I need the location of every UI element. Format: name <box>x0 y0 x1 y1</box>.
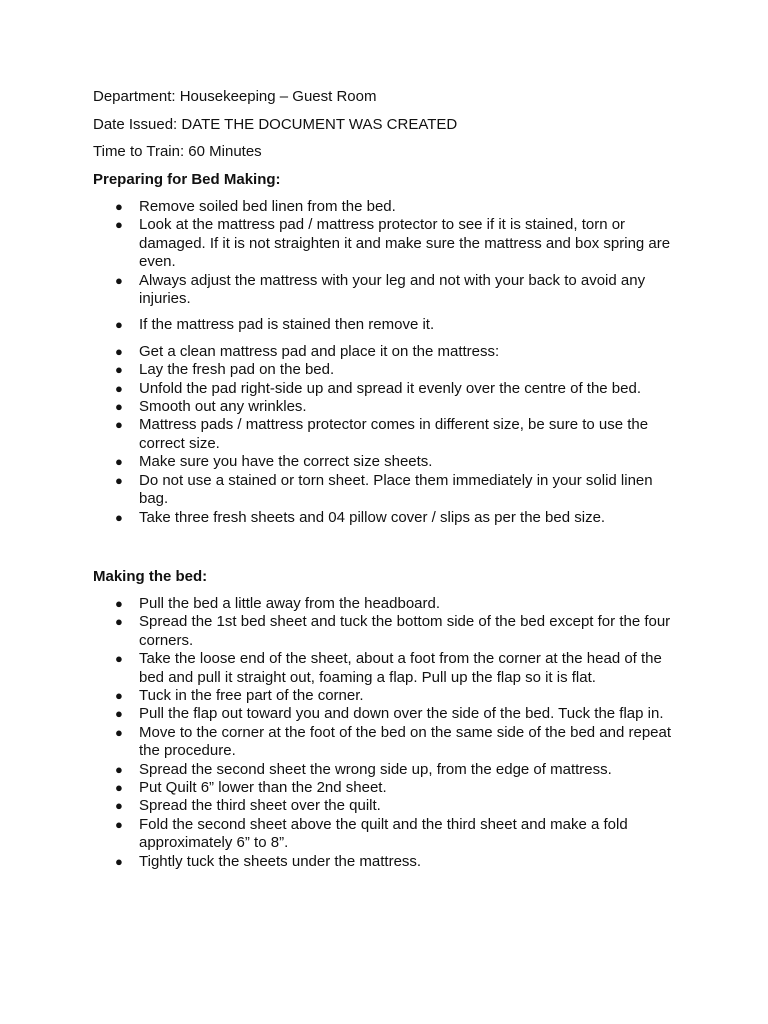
bullet-icon: ● <box>115 724 123 740</box>
list-item: ● Tuck in the free part of the corner. <box>115 687 364 705</box>
list-item: ● Take the loose end of the sheet, about a foot from the corner at the head of the bed and pull it straight out, foaming a flap. Pull up the flap so it is flat. <box>115 650 662 686</box>
time-to-train-line: Time to Train: 60 Minutes <box>93 143 262 160</box>
bullet-icon: ● <box>115 454 123 470</box>
list-item: ● Take three fresh sheets and 04 pillow cover / slips as per the bed size. <box>115 508 606 526</box>
bullet-icon: ● <box>115 417 123 433</box>
making-list <box>0 595 768 871</box>
list-item: ● Mattress pads / mattress protector comes in different size, be sure to use the correct size. <box>115 416 649 452</box>
section-heading-preparing: Preparing for Bed Making: <box>93 171 281 188</box>
list-item: ● Always adjust the mattress with your leg and not with your back to avoid any injuries. <box>115 271 646 308</box>
bullet-icon: ● <box>115 317 123 333</box>
bullet-icon: ● <box>115 798 123 814</box>
list-item: ● Pull the flap out toward you and down over the side of the bed. Tuck the flap in. <box>115 705 664 723</box>
bullet-icon: ● <box>115 853 123 869</box>
bullet-icon: ● <box>115 472 123 488</box>
bullet-icon: ● <box>115 816 123 832</box>
bullet-icon: ● <box>115 362 123 378</box>
list-item: ● Spread the second sheet the wrong side up, from the edge of mattress. <box>115 760 612 778</box>
bullet-icon: ● <box>115 614 123 630</box>
bullet-icon: ● <box>115 651 123 667</box>
list-item: ● Make sure you have the correct size sheets. <box>115 453 433 471</box>
list-item: ● Spread the 1st bed sheet and tuck the bottom side of the bed except for the four corners. <box>115 613 671 649</box>
date-issued-line: Date Issued: DATE THE DOCUMENT WAS CREATED <box>93 116 458 133</box>
list-item: ● Unfold the pad right-side up and spread it evenly over the centre of the bed. <box>115 379 641 397</box>
list-item: ● Look at the mattress pad / mattress protector to see if it is stained, torn or damaged. If it is not straighten it and make sure the mattress and box spring are even. <box>115 216 671 271</box>
list-item: ● Fold the second sheet above the quilt and the third sheet and make a fold approximately 6” to 8”. <box>115 815 628 852</box>
list-item: ● Remove soiled bed linen from the bed. <box>115 198 396 215</box>
bullet-icon: ● <box>115 706 123 722</box>
bullet-icon: ● <box>115 380 123 396</box>
list-item: ● Put Quilt 6” lower than the 2nd sheet. <box>115 779 387 797</box>
bullet-icon: ● <box>115 596 123 611</box>
list-item: ● Tightly tuck the sheets under the mattress. <box>115 852 422 870</box>
list-item: ● Move to the corner at the foot of the bed on the same side of the bed and repeat the procedure. <box>115 723 672 760</box>
bullet-icon: ● <box>115 272 123 288</box>
section-heading-making: Making the bed: <box>93 568 208 585</box>
bullet-icon: ● <box>115 780 123 796</box>
list-item: ● Smooth out any wrinkles. <box>115 398 307 416</box>
bullet-icon: ● <box>115 217 123 233</box>
department-line: Department: Housekeeping – Guest Room <box>93 88 377 105</box>
bullet-icon: ● <box>115 509 123 525</box>
bullet-icon: ● <box>115 688 123 704</box>
list-item: ● Pull the bed a little away from the headboard. <box>115 595 441 612</box>
list-item: ● Lay the fresh pad on the bed. <box>115 361 335 379</box>
preparing-list <box>0 198 768 527</box>
list-item: ● Do not use a stained or torn sheet. Place them immediately in your solid linen bag. <box>115 471 653 508</box>
bullet-icon: ● <box>115 399 123 415</box>
bullet-icon: ● <box>115 761 123 777</box>
list-item: ● Get a clean mattress pad and place it on the mattress: <box>115 342 500 360</box>
list-item: ● If the mattress pad is stained then remove it. <box>115 316 435 334</box>
bullet-icon: ● <box>115 199 123 214</box>
bullet-icon: ● <box>115 343 123 359</box>
list-item: ● Spread the third sheet over the quilt. <box>115 797 381 815</box>
